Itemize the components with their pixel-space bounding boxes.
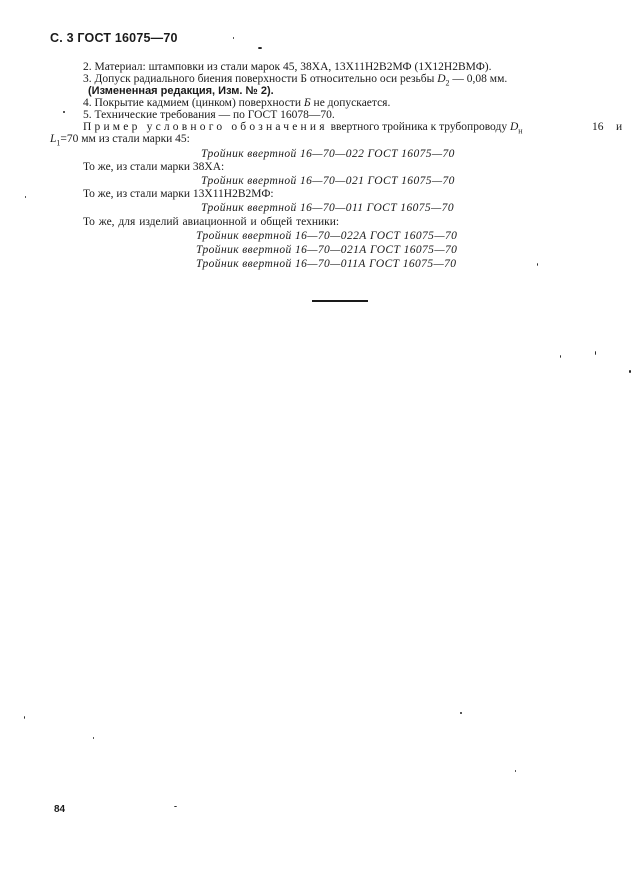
scan-speck bbox=[25, 196, 26, 198]
item-3-variable-subscript: 2 bbox=[445, 78, 450, 88]
item-3-variable: D bbox=[437, 73, 446, 85]
aviation-code-2: Тройник ввертной 16—70—021А ГОСТ 16075—70 bbox=[196, 244, 458, 256]
aviation-code-1: Тройник ввертной 16—70—022А ГОСТ 16075—70 bbox=[196, 230, 458, 242]
example-intro-text: ввертного тройника к трубопроводу bbox=[327, 121, 510, 133]
scan-speck bbox=[233, 37, 234, 39]
item-4-text-b: не допускается. bbox=[310, 97, 391, 109]
scan-speck bbox=[629, 370, 631, 373]
scan-speck bbox=[460, 712, 462, 714]
designation-label-3: То же, из стали марки 13Х11Н2В2МФ: bbox=[83, 188, 274, 200]
scan-speck bbox=[258, 47, 262, 49]
example-intro-value: 16 bbox=[592, 121, 604, 133]
aviation-code-3: Тройник ввертной 16—70—011А ГОСТ 16075—70 bbox=[196, 258, 457, 270]
example-intro-spaced: Пример условного обозначения bbox=[83, 121, 328, 133]
edition-note: (Измененная редакция, Изм. № 2). bbox=[88, 85, 274, 97]
example-intro-variable: D bbox=[509, 121, 519, 133]
scan-speck bbox=[93, 737, 94, 739]
scan-speck bbox=[174, 806, 177, 807]
item-5-requirements: 5. Технические требования — по ГОСТ 16078—70. bbox=[83, 109, 335, 121]
item-4-text-a: 4. Покрытие кадмием (цинком) поверхности bbox=[83, 97, 304, 109]
scan-speck bbox=[515, 770, 516, 772]
page-header: С. 3 ГОСТ 16075—70 bbox=[50, 31, 178, 45]
item-2-material: 2. Материал: штамповки из стали марок 45, 38ХА, 13Х11Н2В2МФ (1Х12Н2ВМФ). bbox=[83, 61, 492, 73]
designation-code-1: Тройник ввертной 16—70—022 ГОСТ 16075—70 bbox=[201, 148, 455, 160]
designation-code-3: Тройник ввертной 16—70—011 ГОСТ 16075—70 bbox=[201, 202, 454, 214]
example-line-2-variable: L bbox=[50, 133, 57, 145]
example-line-2-variable-subscript: 1 bbox=[56, 138, 61, 148]
example-intro-conj: и bbox=[616, 121, 623, 133]
closing-rule bbox=[312, 300, 368, 302]
designation-label-2: То же, из стали марки 38ХА: bbox=[83, 161, 225, 173]
scan-speck bbox=[24, 716, 25, 719]
designation-code-2: Тройник ввертной 16—70—021 ГОСТ 16075—70 bbox=[201, 175, 455, 187]
item-3-text-b: — 0,08 мм. bbox=[449, 73, 508, 85]
scan-speck bbox=[595, 351, 596, 355]
example-intro-variable-subscript: н bbox=[518, 126, 523, 136]
item-4-variable: Б bbox=[303, 97, 311, 109]
example-line-2 bbox=[50, 133, 190, 146]
scan-speck bbox=[560, 355, 561, 358]
item-3-text-a: 3. Допуск радиального биения поверхности Б относительно оси резьбы bbox=[83, 73, 438, 85]
scan-speck bbox=[63, 111, 65, 113]
aviation-label: То же, для изделий авиационной и общей техники: bbox=[83, 216, 340, 228]
scan-speck bbox=[537, 263, 538, 266]
example-line-2-text: =70 мм из стали марки 45: bbox=[60, 133, 190, 145]
page-number: 84 bbox=[54, 804, 66, 815]
